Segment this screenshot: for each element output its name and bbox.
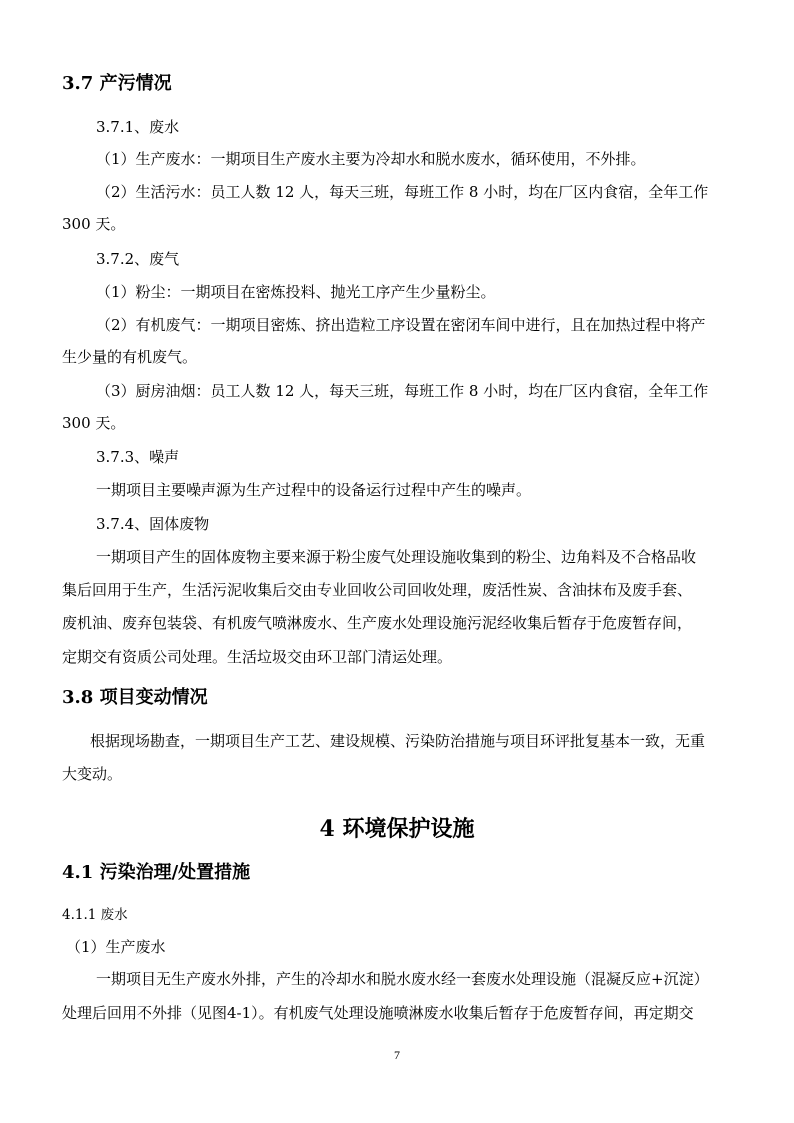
paragraph: 一期项目主要噪声源为生产过程中的设备运行过程中产生的噪声。: [96, 481, 532, 499]
paragraph: （1）生产废水：一期项目生产废水主要为冷却水和脱水废水，循环使用，不外排。: [96, 150, 646, 168]
subsection-3-7-1-heading: 3.7.1、废水: [96, 118, 180, 136]
paragraph: 300 天。: [62, 414, 126, 432]
subsection-3-7-2-heading: 3.7.2、废气: [96, 250, 180, 268]
paragraph: 一期项目产生的固体废物主要来源于粉尘废气处理设施收集到的粉尘、边角料及不合格品收: [96, 548, 697, 566]
subsection-3-7-3-heading: 3.7.3、噪声: [96, 448, 180, 466]
paragraph: 废机油、废弃包装袋、有机废气喷淋废水、生产废水处理设施污泥经收集后暂存于危废暂存间，: [62, 614, 693, 632]
paragraph: 集后回用于生产，生活污泥收集后交由专业回收公司回收处理，废活性炭、含油抹布及废手套、: [62, 581, 693, 599]
subsection-3-7-4-heading: 3.7.4、固体废物: [96, 515, 210, 533]
paragraph: （3）厨房油烟：员工人数 12 人，每天三班，每班工作 8 小时，均在厂区内食宿，全年工作: [96, 382, 709, 400]
paragraph: 一期项目无生产废水外排，产生的冷却水和脱水废水经一套废水处理设施（混凝反应+沉淀）: [96, 970, 709, 988]
paragraph: 定期交有资质公司处理。生活垃圾交由环卫部门清运处理。: [62, 648, 453, 666]
paragraph: 根据现场勘查，一期项目生产工艺、建设规模、污染防治措施与项目环评批复基本一致，无重: [90, 732, 706, 750]
page-number: 7: [394, 1048, 400, 1062]
paragraph: 生少量的有机废气。: [62, 348, 198, 366]
paragraph: （2）有机废气：一期项目密炼、挤出造粒工序设置在密闭车间中进行，且在加热过程中将产: [96, 316, 706, 334]
section-3-8-title: 3.8 项目变动情况: [62, 687, 208, 708]
paragraph: 大变动。: [62, 765, 123, 783]
section-3-7-title: 3.7 产污情况: [62, 73, 172, 94]
section-4-1-title: 4.1 污染治理/处置措施: [62, 862, 251, 883]
subsection-4-1-1-heading: 4.1.1 废水: [62, 907, 128, 923]
paragraph: （2）生活污水：员工人数 12 人，每天三班，每班工作 8 小时，均在厂区内食宿，全年工作: [96, 183, 709, 201]
chapter-4-title: 4 环境保护设施: [319, 816, 475, 842]
list-item: （1）生产废水: [66, 938, 166, 956]
paragraph: （1）粉尘：一期项目在密炼投料、抛光工序产生少量粉尘。: [96, 283, 496, 301]
paragraph: 300 天。: [62, 215, 126, 233]
paragraph: 处理后回用不外排（见图4-1）。有机废气处理设施喷淋废水收集后暂存于危废暂存间，再定期交: [62, 1004, 694, 1022]
